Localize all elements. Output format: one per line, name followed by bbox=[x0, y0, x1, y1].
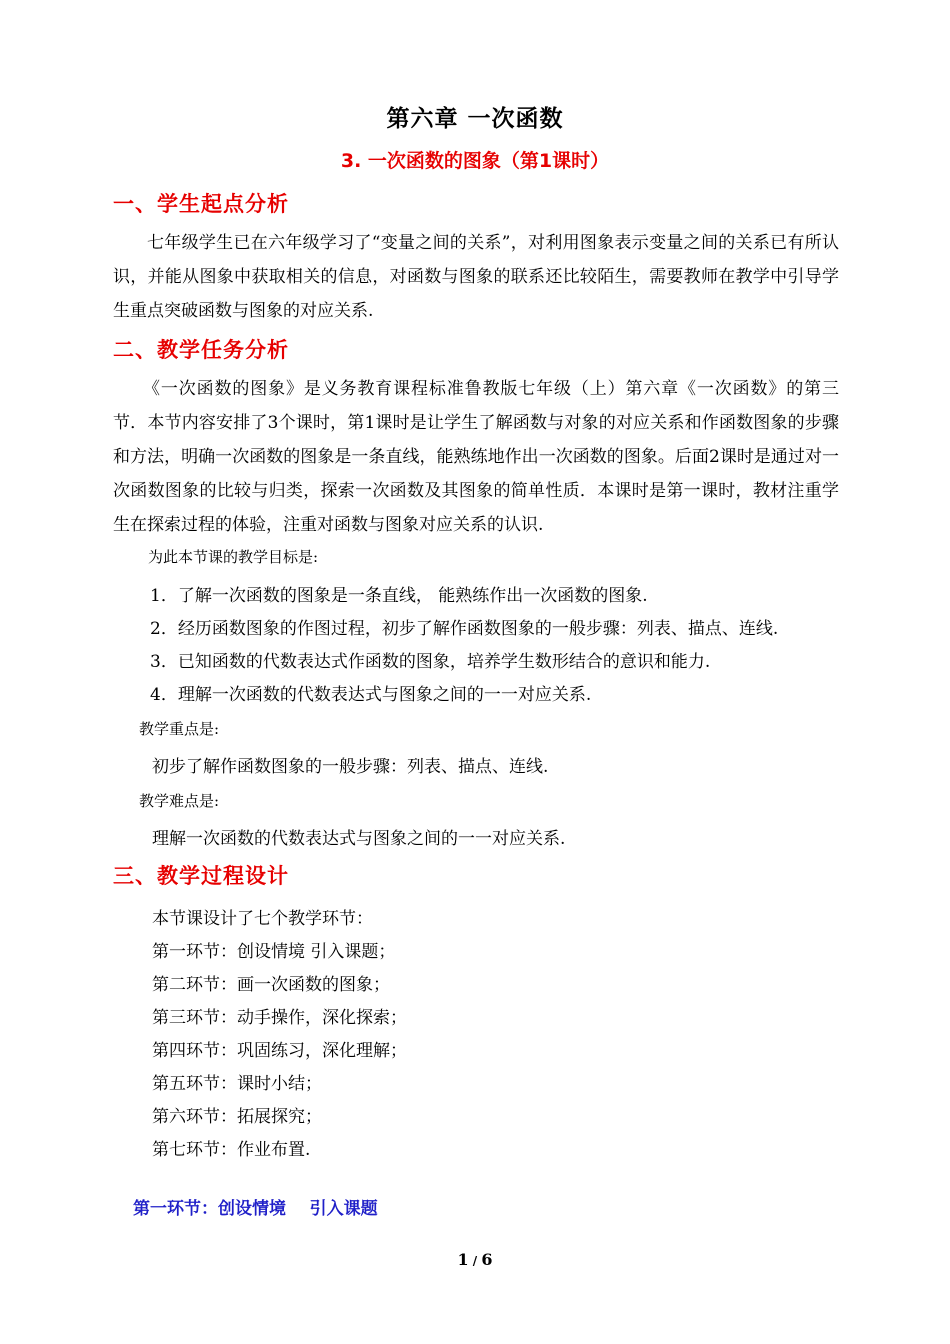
subsection-title: 第一环节：创设情境 引入课题 bbox=[133, 1199, 378, 1219]
process-step: 第七环节：作业布置. bbox=[152, 1140, 311, 1160]
goal-item: 1．了解一次函数的图象是一条直线， 能熟练作出一次函数的图象. bbox=[150, 586, 648, 606]
section-heading-2: 二、教学任务分析 bbox=[113, 338, 289, 362]
goals-intro: 为此本节课的教学目标是: bbox=[148, 548, 319, 566]
goal-item: 3．已知函数的代数表达式作函数的图象，培养学生数形结合的意识和能力. bbox=[150, 652, 711, 672]
process-intro: 本节课设计了七个教学环节： bbox=[152, 909, 373, 929]
goal-item: 2．经历函数图象的作图过程，初步了解作函数图象的一般步骤：列表、描点、连线. bbox=[150, 619, 779, 639]
process-step: 第六环节：拓展探究； bbox=[152, 1107, 322, 1127]
chapter-title: 第六章 一次函数 bbox=[386, 106, 564, 132]
process-step: 第五环节：课时小结； bbox=[152, 1074, 322, 1094]
process-step: 第二环节：画一次函数的图象； bbox=[152, 975, 390, 995]
process-step: 第一环节：创设情境 引入课题； bbox=[152, 942, 396, 962]
total-pages: 6 bbox=[481, 1250, 493, 1269]
page-number: 1 / 6 bbox=[457, 1250, 493, 1269]
section-heading-3: 三、教学过程设计 bbox=[113, 864, 289, 888]
section1-paragraph: 七年级学生已在六年级学习了“变量之间的关系”，对利用图象表示变量之间的关系已有所认识，并能从图象中获取相关的信息，对函数与图象的联系还比较陌生，需要教师在教学中引导学生重点突破函数与图象的对应关系. bbox=[113, 233, 839, 321]
process-step: 第三环节：动手操作，深化探索； bbox=[152, 1008, 407, 1028]
section-heading-1: 一、学生起点分析 bbox=[113, 192, 289, 216]
process-step: 第四环节：巩固练习，深化理解； bbox=[152, 1041, 407, 1061]
difficulty-text: 理解一次函数的代数表达式与图象之间的一一对应关系. bbox=[152, 829, 566, 849]
current-page: 1 bbox=[457, 1250, 469, 1269]
key-point-text: 初步了解作函数图象的一般步骤：列表、描点、连线. bbox=[152, 757, 549, 777]
key-point-label: 教学重点是: bbox=[139, 720, 220, 738]
lesson-title: 3. 一次函数的图象（第1课时） bbox=[340, 150, 610, 172]
goal-item: 4．理解一次函数的代数表达式与图象之间的一一对应关系. bbox=[150, 685, 592, 705]
difficulty-label: 教学难点是: bbox=[139, 792, 220, 810]
section2-paragraph: 《一次函数的图象》是义务教育课程标准鲁教版七年级（上）第六章《一次函数》的第三节．本节内容安排了3个课时，第1课时是让学生了解函数与对象的对应关系和作函数图象的步骤和方法，明确一次函数的图象是一条直线，能熟练地作出一次函数的图象。后面2课时是通过对一次函数图象的比较与归类，探索一次函数及其图象的简单性质．本课时是第一课时，教材注重学生在探索过程的体验，注重对函数与图象对应关系的认识. bbox=[113, 379, 839, 535]
